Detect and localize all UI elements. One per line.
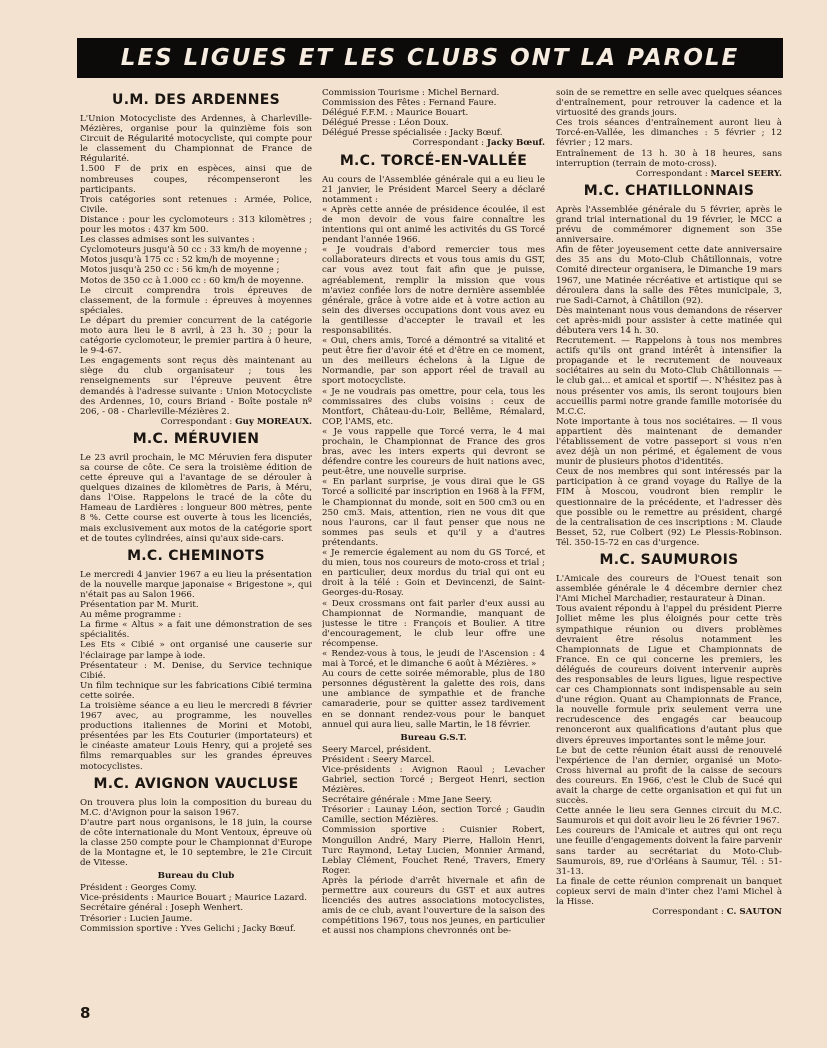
- continued-avignon-bureau: [322, 88, 545, 149]
- article-um-ardennes: [80, 92, 312, 427]
- paragraph: Cyclomoteurs jusqu'à 50 cc : 33 km/h de moyenne ;: [80, 245, 308, 256]
- paragraph: Après l'Assemblée générale du 5 février, après le grand trial international du 19 février, le MCC a prévu de commémorer dignement son 35e anniversaire.: [556, 204, 782, 246]
- bureau-line: Délégué F.F.M. : Maurice Bouart.: [322, 108, 469, 119]
- paragraph: Le circuit comprendra trois épreuves de classement, de la formule : épreuves à moyennes spéciales.: [80, 285, 312, 316]
- correspondent-label: Correspondant :: [636, 168, 708, 179]
- page-number: 8: [80, 1004, 91, 1022]
- banner-title: LES LIGUES ET LES CLUBS ONT LA PAROLE: [120, 45, 740, 71]
- correspondent-line: [556, 907, 782, 917]
- article-mc-meruvien: [80, 431, 312, 544]
- article-title: M.C. TORCÉ-EN-VALLÉE: [339, 152, 528, 169]
- article-title: U.M. DES ARDENNES: [112, 92, 280, 108]
- paragraph: « Je remercie également au nom du GS Torcé, et du mien, tous nos coureurs de moto-cross et trial ; en particulier, deux mordus du trial qui ont eu droit à la télé : Goin et Devincenzi, de Saint-Georges-du-Rosay.: [322, 548, 545, 599]
- paragraph: Les engagements sont reçus dès maintenant au siège du club organisateur ; tous les renseignements sur l'épreuve peuvent être demandés à l'adresse suivante : Union Motocycliste des Ardennes, 10, cours Briand - Boîte postale nº 206, - 08 - Charleville-Mézières 2.: [80, 356, 312, 417]
- bureau-line: Commission Tourisme : Michel Bernard.: [322, 88, 500, 98]
- bureau-line: Secrétaire générale : Mme Jane Seery.: [322, 795, 492, 806]
- bureau-line: Délégué Presse spécialisée : Jacky Bœuf.: [322, 128, 503, 139]
- article-title: M.C. CHATILLONNAIS: [583, 182, 755, 199]
- paragraph: Au cours de l'Assemblée générale qui a eu lieu le 21 janvier, le Président Marcel Seery a déclaré notamment :: [322, 174, 545, 205]
- paragraph: 1.500 F de prix en espèces, ainsi que de nombreuses coupes, récompenseront les participants.: [80, 164, 312, 195]
- paragraph: On trouvera plus loin la composition du bureau du M.C. d'Avignon pour la saison 1967.: [80, 797, 312, 818]
- paragraph: Présentateur : M. Denise, du Service technique Cibié.: [80, 660, 312, 681]
- correspondent-name: Marcel SEERY.: [710, 168, 782, 179]
- paragraph: soin de se remettre en selle avec quelques séances d'entraînement, pour retrouver la cadence et la virtuosité des grands jours.: [556, 88, 782, 119]
- paragraph: Distance : pour les cyclomoteurs : 313 kilomètres ; pour les motos : 437 km 500.: [80, 214, 312, 236]
- paragraph: Motos jusqu'à 175 cc : 52 km/h de moyenne ;: [80, 255, 280, 266]
- bureau-line: Trésorier : Launay Léon, section Torcé ; Gaudin Camille, section Mézières.: [322, 805, 545, 826]
- correspondent-label: Correspondant :: [160, 416, 233, 427]
- paragraph: Un film technique sur les fabrications Cibié termina cette soirée.: [80, 680, 312, 701]
- paragraph: Motos de 350 cc à 1.000 cc : 60 km/h de moyenne.: [80, 275, 304, 286]
- bureau-line: Commission sportive : Cuisnier Robert, Monguillon André, Mary Pierre, Halloin Henri, Turc Raymond, Letay Lucien, Monnier Armand, Leblay Clément, Fouchet René, Travers, Emery Roger.: [322, 825, 545, 876]
- correspondent-label: Correspondant :: [412, 138, 485, 149]
- correspondent-line: [556, 169, 782, 179]
- paragraph: Les coureurs de l'Amicale et autres qui ont reçu une feuille d'engagements doivent la faire parvenir sans tarder au secrétariat du Moto-Club-Saumurois, 89, rue d'Orléans à Saumur, Tél. : 51-31-13.: [556, 826, 782, 877]
- paragraph: L'Amicale des coureurs de l'Ouest tenait son assemblée générale le 4 décembre dernier chez l'Ami Michel Marchadier, restaurateur à Dinan.: [556, 574, 782, 605]
- paragraph: « Rendez-vous à tous, le jeudi de l'Ascension : 4 mai à Torcé, et le dimanche 6 août à Mézières. »: [322, 648, 545, 670]
- page-banner: [77, 38, 783, 78]
- bureau-line: Vice-présidents : Maurice Bouart ; Maurice Lazard.: [80, 893, 308, 904]
- paragraph: La troisième séance a eu lieu le mercredi 8 février 1967 avec, au programme, les nouvelles productions italiennes de Morini et Motobi, présentées par les Ets Couturier (importateurs) et le cinéaste amateur Louis Henry, qui a projeté ses films remarquables sur les grandes épreuves motocyclistes.: [80, 700, 312, 772]
- paragraph: Le départ du premier concurrent de la catégorie moto aura lieu le 8 avril, à 23 h. 30 ; pour la catégorie cyclomoteur, le premier partira à 0 heure, le 9-4-67.: [80, 315, 312, 357]
- correspondent-line: [322, 138, 545, 148]
- paragraph: Motos jusqu'à 250 cc : 56 km/h de moyenne ;: [80, 265, 280, 276]
- paragraph: Le 23 avril prochain, le MC Méruvien fera disputer sa course de côte. Ce sera la troisième édition de cette épreuve qui a l'avantage de se dérouler à quelques dizaines de kilomètres de Paris, à Méru, dans l'Oise. Rappelons le tracé de la côte du Hameau de Lardières : longueur 800 mètres, pente 8 %. Cette course est ouverte à tous les licenciés, mais exclusivement aux motos de la catégorie sport et de toutes cylindrées, ainsi qu'aux side-cars.: [80, 452, 312, 544]
- paragraph: Ces trois séances d'entraînement auront lieu à Torcé-en-Vallée, les dimanches : 5 février ; 12 février ; 12 mars.: [556, 118, 782, 149]
- bureau-line: Président : Georges Comy.: [80, 883, 197, 894]
- paragraph: Les Ets « Cibié » ont organisé une causerie sur l'éclairage par lampe à iode.: [80, 640, 312, 661]
- column-1: [80, 88, 312, 934]
- article-title: M.C. MÉRUVIEN: [132, 430, 260, 447]
- column-2: [322, 88, 545, 937]
- bureau-line: Délégué Presse : Léon Doux.: [322, 118, 449, 129]
- paragraph: « En parlant surprise, je vous dirai que le GS Torcé a sollicité par inscription en 1968 à la FFM, le Championnat du monde, soit en 500 cm3 ou en 250 cm3. Mais, attention, rien ne vous dit que nous l'aurons, car il faut penser que nous ne sommes pas seuls et qu'il y a d'autres prétendants.: [322, 477, 545, 548]
- article-title: M.C. SAUMUROIS: [599, 552, 739, 569]
- paragraph: « Deux crossmans ont fait parler d'eux aussi au Championnat de Normandie, manquant de justesse le titre : François et Boulier. A titre d'encouragement, le club leur offre une récompense.: [322, 598, 545, 649]
- bureau-line: Seery Marcel, président.: [322, 744, 432, 755]
- continued-torce: [556, 88, 782, 179]
- article-mc-cheminots: [80, 548, 312, 772]
- article-title: M.C. AVIGNON VAUCLUSE: [93, 775, 299, 792]
- bureau-heading: Bureau G.S.T.: [400, 732, 467, 743]
- paragraph: Recrutement. — Rappelons à tous nos membres actifs qu'ils ont grand intérêt à intensifier la propagande et le recrutement de nouveaux sociétaires au sein du Moto-Club Châtillonnais — le club gai... et amical et sportif —. N'hésitez pas à nous présenter vos amis, ils seront toujours bien accueillis parmi notre grande famille motorisée du M.C.C.: [556, 336, 782, 417]
- correspondent-name: Guy MOREAUX.: [235, 416, 312, 427]
- correspondent-name: Jacky Bœuf.: [486, 138, 545, 149]
- article-mc-chatillonnais: [556, 183, 782, 548]
- paragraph: D'autre part nous organisons, le 18 juin, la course de côte internationale du Mont Ventoux, épreuve où la classe 250 compte pour le Championnat d'Europe de la Montagne et, le 10 septembre, le 21e Circuit de Vitesse.: [80, 817, 312, 869]
- paragraph: Cette année le lieu sera Gennes circuit du M.C. Saumurois et qui doit avoir lieu le 26 février 1967.: [556, 806, 782, 827]
- paragraph: Le mercredi 4 janvier 1967 a eu lieu la présentation de la nouvelle marque japonaise « Brigestone », qui n'était pas au Salon 1966.: [80, 569, 312, 600]
- article-mc-avignon-vaucluse: [80, 776, 312, 934]
- paragraph: Note importante à tous nos sociétaires. — Il vous appartient dès maintenant de demander l'établissement de votre passeport si vous n'en avez déjà un non périmé, et également de vous munir de plusieurs photos d'identités.: [556, 416, 782, 468]
- paragraph: « Après cette année de présidence écoulée, il est de mon devoir de vous faire connaître les intentions qui ont animé les activités du GS Torcé pendant l'année 1966.: [322, 204, 545, 246]
- correspondent-label: Correspondant :: [652, 907, 724, 918]
- paragraph: Les classes admises sont les suivantes :: [80, 235, 255, 246]
- article-title: M.C. CHEMINOTS: [127, 547, 265, 564]
- paragraph: Dès maintenant nous vous demandons de réserver cet après-midi pour assister à cette matinée qui débutera vers 14 h. 30.: [556, 305, 782, 336]
- correspondent-name: C. SAUTON: [726, 907, 782, 918]
- paragraph: Afin de fêter joyeusement cette date anniversaire des 35 ans du Moto-Club Châtillonnais, votre Comité directeur organisera, le Dimanche 19 mars 1967, une Matinée récréative et artistique qui se déroulera dans la salle des Fêtes municipale, 3, rue Sadi-Carnot, à Châtillon (92).: [556, 245, 782, 306]
- bureau-heading: Bureau du Club: [157, 871, 235, 882]
- paragraph: Présentation par M. Murit.: [80, 600, 199, 611]
- bureau-line: Après la période d'arrêt hivernale et afin de permettre aux coureurs du GST et aux autres licenciés des autres associations motocyclistes, amis de ce club, avant l'ouverture de la saison des compétitions 1967, tous nos jeunes, en particulier et aussi nos champions chevronnés ont be-: [322, 875, 545, 937]
- paragraph: « Je ne voudrais pas omettre, pour cela, tous les commissaires des clubs voisins : ceux de Montfort, Château-du-Loir, Bellême, Rémalard, COP, l'AMS, etc.: [322, 386, 545, 427]
- bureau-line: Secrétaire général : Joseph Wenhert.: [80, 903, 244, 914]
- paragraph: Trois catégories sont retenues : Armée, Police, Civile.: [80, 194, 312, 215]
- paragraph: La firme « Altus » a fait une démonstration de ses spécialités.: [80, 620, 312, 641]
- bureau-line: Président : Seery Marcel.: [322, 754, 435, 765]
- bureau-line: Trésorier : Lucien Jaume.: [80, 913, 193, 924]
- paragraph: Au cours de cette soirée mémorable, plus de 180 personnes dégustèrent la galette des rois, dans une ambiance de sympathie et de franche camaraderie, pour se quitter assez tardivement en se donnant rendez-vous pour le banquet annuel qui aura lieu, salle Martin, le 18 février.: [322, 669, 545, 730]
- column-3: [556, 88, 782, 917]
- paragraph: Le but de cette réunion était aussi de renouvelé l'expérience de l'an dernier, organisé un Moto-Cross hivernal au profit de la caisse de secours des coureurs. En 1966, c'est le Club de Sucé qui avait la charge de cette organisation et qui fut un succès.: [556, 745, 782, 807]
- paragraph: « Je vous rappelle que Torcé verra, le 4 mai prochain, le Championnat de France des gros bras, avec les inters experts qui devront se défendre contre les coureurs de huit nations avec, peut-être, une nouvelle surprise.: [322, 426, 545, 478]
- paragraph: Entraînement de 13 h. 30 à 18 heures, sans interruption (terrain de moto-cross).: [556, 148, 782, 169]
- paragraph: « Oui, chers amis, Torcé a démontré sa vitalité et peut être fier d'avoir été et d'être en ce moment, un des meilleurs échelons à la Ligue de Normandie, par son apport réel de travail au sport motocycliste.: [322, 336, 545, 387]
- article-mc-saumurois: [556, 552, 782, 917]
- paragraph: Ceux de nos membres qui sont intéressés par la participation à ce grand voyage du Rallye de la FIM à Moscou, voudront bien remplir le questionnaire de la précédente, et l'adresser dès que possible ou le remettre au président, chargé de la centralisation de ces inscriptions : M. Claude Besset, 52, rue Colbert (92) Le Plessis-Robinson. Tél. 350-15-72 en cas d'urgence.: [556, 467, 782, 548]
- bureau-line: Commission des Fêtes : Fernand Faure.: [322, 98, 497, 109]
- paragraph: Au même programme :: [80, 610, 182, 621]
- paragraph: La finale de cette réunion comprenait un banquet copieux servi de main d'inter chez l'ami Michel à la Hisse.: [556, 876, 782, 908]
- correspondent-line: [80, 417, 312, 427]
- paragraph: L'Union Motocycliste des Ardennes, à Charleville-Mézières, organise pour la quinzième fois son Circuit de Régularité motocycliste, qui compte pour le classement du Championnat de France de Régularité.: [80, 114, 312, 165]
- paragraph: « Je voudrais d'abord remercier tous mes collaborateurs directs et vous tous amis du GST, car vous avez tout fait afin que je puisse, agréablement, remplir la mission que vous m'aviez confiée lors de notre dernière assemblée générale, grâce à votre aide et à votre action au sein des diverses occupations dont vous avez eu la gentillesse d'accepter le travail et les responsabilités.: [322, 245, 545, 336]
- article-mc-torce-en-vallee: [322, 153, 545, 937]
- bureau-line: Commission sportive : Yves Gelichi ; Jacky Bœuf.: [80, 923, 296, 934]
- bureau-line: Vice-présidents : Avignon Raoul ; Levacher Gabriel, section Torcé ; Bergeot Henri, section Mézières.: [322, 764, 545, 796]
- paragraph: Tous avaient répondu à l'appel du président Pierre Jolliet même les plus éloignés pour cette très sympathique réunion ou divers problèmes devraient être résolus notamment les Championnats de Ligue et Championnats de France. En ce qui concerne les premiers, les délégués de coureurs doivent intervenir auprès des responsables de leurs ligues, ligue respective car ces Championnats sont indispensable au sein d'une région. Quant au Championnats de France, la nouvelle formule prix seulement verra une recrudescence des engagés car beaucoup renonceront aux qualifications d'autant plus que divers épreuves importantes sont le même jour.: [556, 604, 782, 746]
